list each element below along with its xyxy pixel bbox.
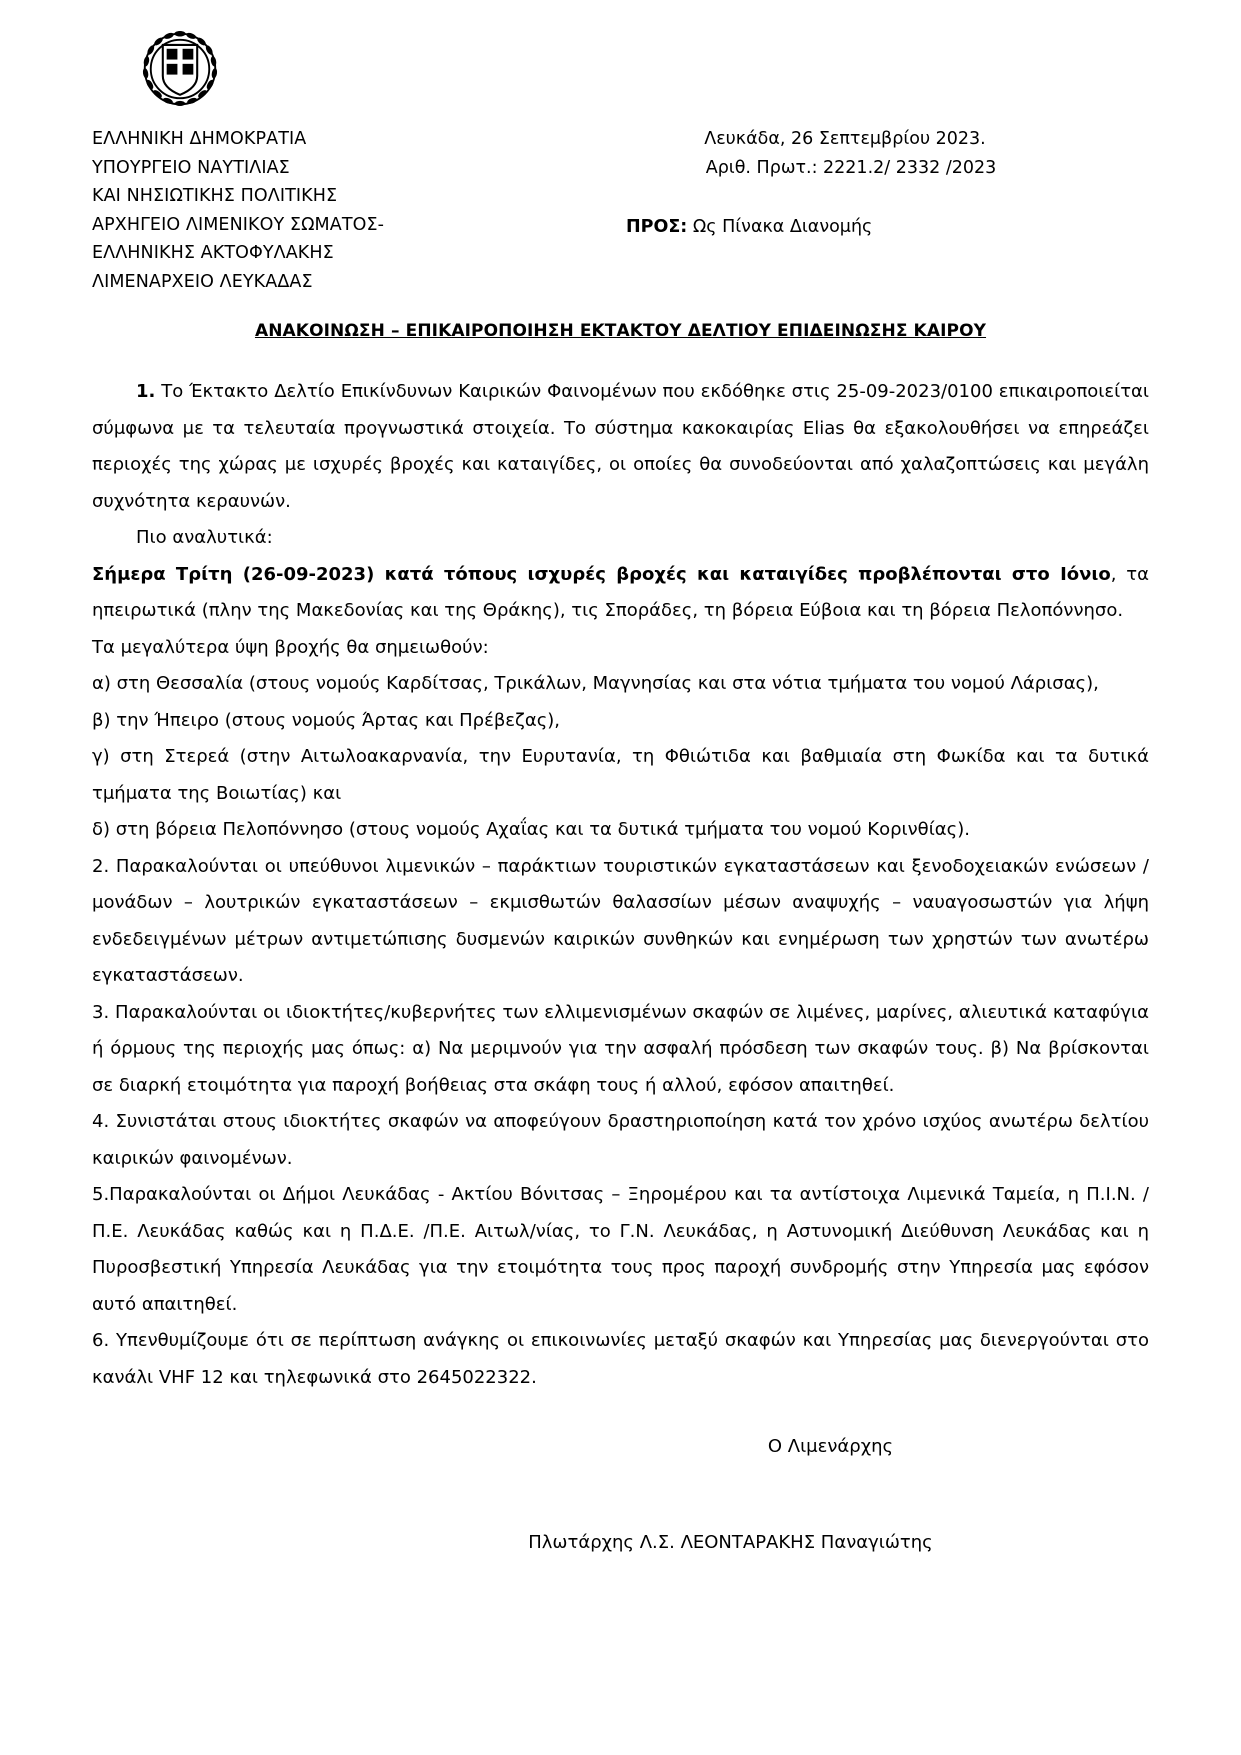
signature-title: Ο Λιμενάρχης (767, 1436, 894, 1457)
issuing-authority (92, 125, 384, 296)
paragraph-1-text: Το Έκτακτο Δελτίο Επικίνδυνων Καιρικών Φαινομένων που εκδόθηκε στις 25-09-2023/0100 επικαιροποιείται σύμφωνα με τα τελευταία προγνωστικά στοιχεία. Το σύστημα κακοκαιρίας Elias θα εξακολουθήσει να επηρεάζει περιοχές της χώρας με ισχυρές βροχές και καταιγίδες, οι οποίες θα συνοδεύονται από χαλαζοπτώσεις και μεγάλη συχνότητα κεραυνών. (92, 381, 1149, 512)
authority-line-2: ΥΠΟΥΡΓΕΙΟ ΝΑΥΤΙΛΙΑΣ (92, 157, 290, 178)
region-item-b: β) την Ήπειρο (στους νομούς Άρτας και Πρέβεζας), (92, 709, 560, 731)
region-item-d: δ) στη βόρεια Πελοπόννησο (στους νομούς Αχαΐας και τα δυτικά τμήματα του νομού Κορινθίας). (92, 819, 970, 840)
authority-line-5: ΕΛΛΗΝΙΚΗΣ ΑΚΤΟΦΥΛΑΚΗΣ (92, 243, 334, 263)
authority-line-1: ΕΛΛΗΝΙΚΗ ΔΗΜΟΚΡΑΤΙΑ (92, 129, 307, 149)
coat-of-arms-icon (137, 26, 223, 112)
authority-line-3: ΚΑΙ ΝΗΣΙΩΤΙΚΗΣ ΠΟΛΙΤΙΚΗΣ (92, 186, 338, 206)
paragraph-1-number: 1. (136, 381, 156, 402)
region-item-a: α) στη Θεσσαλία (στους νομούς Καρδίτσας, Τρικάλων, Μαγνησίας και στα νότια τμήματα του νομού Λάρισας), (92, 673, 1099, 694)
paragraph-4: 4. Συνιστάται στους ιδιοκτήτες σκαφών να αποφεύγουν δραστηριοποίηση κατά τον χρόνο ισχύος ανωτέρω δελτίου καιρικών φαινομένων. (92, 1111, 1149, 1169)
paragraph-6: 6. Υπενθυμίζουμε ότι σε περίπτωση ανάγκης οι επικοινωνίες μεταξύ σκαφών και Υπηρεσίας μας διενεργούνται στο κανάλι VHF 12 και τηλεφωνικά στο 2645022322. (92, 1330, 1149, 1388)
paragraph-1 (92, 374, 1149, 520)
authority-line-4: ΑΡΧΗΓΕΙΟ ΛΙΜΕΝΙΚΟΥ ΣΩΜΑΤΟΣ- (92, 214, 385, 235)
header-meta (620, 125, 1100, 242)
page-title: ΑΝΑΚΟΙΝΩΣΗ – ΕΠΙΚΑΙΡΟΠΟΙΗΣΗ ΕΚΤΑΚΤΟΥ ΔΕΛΤΙΟΥ ΕΠΙΔΕΙΝΩΣΗΣ ΚΑΙΡΟΥ (254, 321, 987, 341)
region-item-c: γ) στη Στερεά (στην Αιτωλοακαρνανία, την Ευρυτανία, τη Φθιώτιδα και βαθμιαία στη Φωκίδα και τα δυτικά τμήματα της Βοιωτίας) και (92, 746, 1149, 804)
today-forecast-rest: , τα ηπειρωτικά (πλην της Μακεδονίας και της Θράκης), τις Σποράδες, τη βόρεια Εύβοια και τη βόρεια Πελοπόννησο. (92, 563, 1149, 621)
signature-name: Πλωτάρχης Λ.Σ. ΛΕΟΝΤΑΡΑΚΗΣ Παναγιώτης (528, 1532, 933, 1553)
recipient-line (620, 213, 1100, 242)
authority-line-6: ΛΙΜΕΝΑΡΧΕΙΟ ΛΕΥΚΑΔΑΣ (92, 271, 313, 292)
recipient-label: ΠΡΟΣ: (626, 217, 688, 237)
paragraph-2: 2. Παρακαλούνται οι υπεύθυνοι λιμενικών – παράκτιων τουριστικών εγκαταστάσεων και ξενοδοχειακών ενώσεων /μονάδων – λουτρικών εγκαταστάσεων – εκμισθωτών θαλασσίων μέσων αναψυχής – ναυαγοσωστών για λήψη ενδεδειγμένων μέτρων αντιμετώπισης δυσμενών καιρικών συνθηκών και ενημέρωση των χρηστών των ανωτέρω εγκαταστάσεων. (92, 855, 1149, 986)
document-body (92, 318, 1149, 1560)
recipient-value: Ως Πίνακα Διανομής (692, 217, 873, 237)
today-forecast (92, 557, 1149, 630)
protocol-number: Αριθ. Πρωτ.: 2221.2/ 2332 /2023 (705, 157, 997, 178)
today-forecast-bold: Σήμερα Τρίτη (26-09-2023) κατά τόπους ισχυρές βροχές και καταιγίδες προβλέπονται στο Ιόνιο (92, 563, 1111, 585)
place-and-date: Λευκάδα, 26 Σεπτεμβρίου 2023. (704, 129, 986, 149)
more-details-label: Πιο αναλυτικά: (136, 527, 273, 548)
paragraph-3: 3. Παρακαλούνται οι ιδιοκτήτες/κυβερνήτες των ελλιμενισμένων σκαφών σε λιμένες, μαρίνες, αλιευτικά καταφύγια ή όρμους της περιοχής μας όπως: α) Να μεριμνούν για την ασφαλή πρόσδεση των σκαφών τους. β) Να βρίσκονται σε διαρκή ετοιμότητα για παροχή βοήθειας στα σκάφη τους ή αλλού, εφόσον απαιτηθεί. (92, 1001, 1149, 1096)
rain-heights-intro: Τα μεγαλύτερα ύψη βροχής θα σημειωθούν: (92, 636, 489, 658)
paragraph-5: 5.Παρακαλούνται οι Δήμοι Λευκάδας - Ακτίου Βόνιτσας – Ξηρομέρου και τα αντίστοιχα Λιμενικά Ταμεία, η Π.Ι.Ν. / Π.Ε. Λευκάδας καθώς και η Π.Δ.Ε. /Π.Ε. Αιτωλ/νίας, το Γ.Ν. Λευκάδας, η Αστυνομική Διεύθυνση Λευκάδας και η Πυροσβεστική Υπηρεσία Λευκάδας για την ετοιμότητα τους προς παροχή συνδρομής στην Υπηρεσία μας εφόσον αυτό απαιτηθεί. (92, 1184, 1149, 1315)
document-header (0, 0, 1241, 292)
